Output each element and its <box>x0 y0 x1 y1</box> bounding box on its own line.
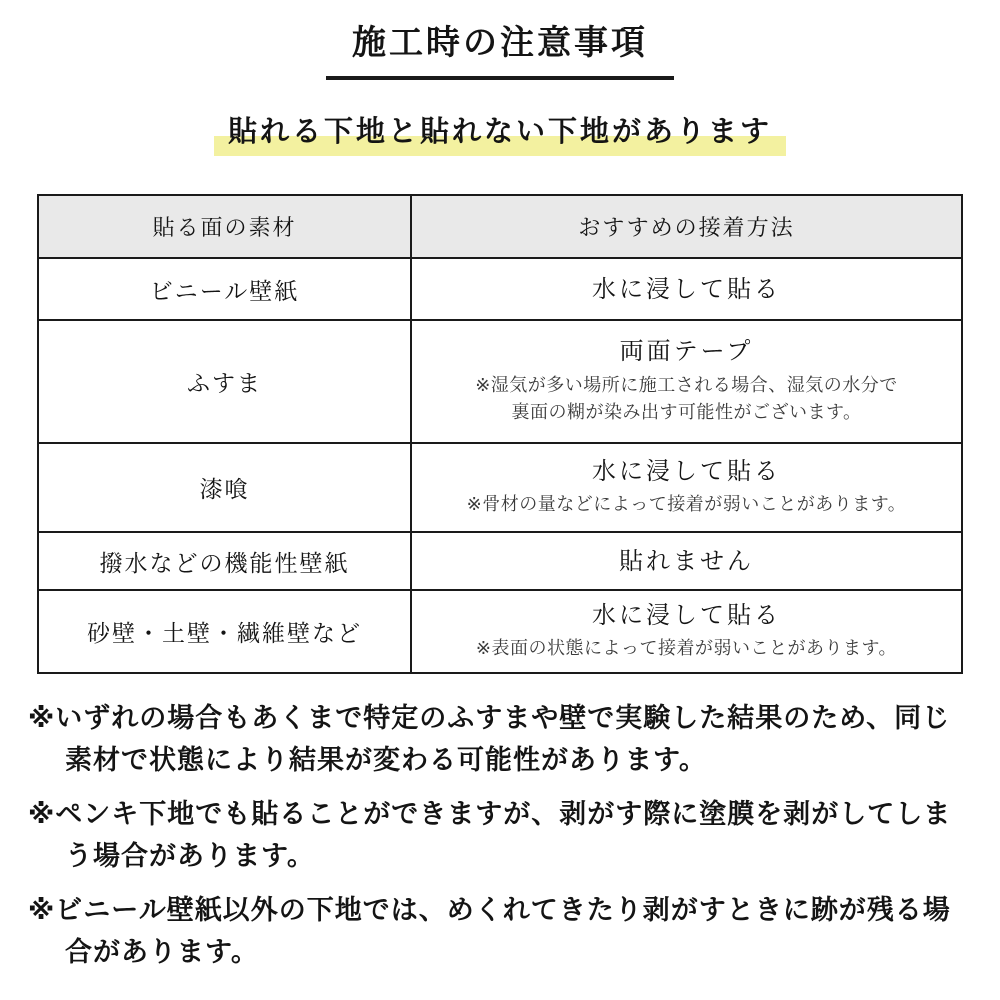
subtitle-section <box>0 114 1000 156</box>
method-cell <box>411 532 962 590</box>
table-row-plaster <box>38 443 962 532</box>
method-label: 水に浸して貼る <box>592 275 781 303</box>
material-cell: 撥水などの機能性壁紙 <box>38 532 411 590</box>
footnote-item <box>28 794 972 878</box>
adhesion-method-table <box>37 194 963 674</box>
table-header-row <box>38 195 962 258</box>
method-cell <box>411 320 962 443</box>
footnotes-section <box>28 698 972 973</box>
material-cell: 砂壁・土壁・繊維壁など <box>38 590 411 673</box>
method-cell <box>411 590 962 673</box>
reference-mark: ※ <box>28 703 56 734</box>
footnote-text: ペンキ下地でも貼ることができますが、剥がす際に塗膜を剥がしてしまう場合があります。 <box>55 799 952 871</box>
title-section <box>0 0 1000 80</box>
material-cell: 漆喰 <box>38 443 411 532</box>
material-cell: ふすま <box>38 320 411 443</box>
highlighted-subtitle: 貼れる下地と貼れない下地があります <box>214 114 786 156</box>
material-cell: ビニール壁紙 <box>38 258 411 320</box>
method-note: ※表面の状態によって接着が弱いことがあります。 <box>475 638 898 659</box>
method-note: ※湿気が多い場所に施工される場合、湿気の水分で裏面の糊が染み出す可能性がございます。 <box>475 374 898 423</box>
reference-mark: ※ <box>28 799 56 830</box>
footnote-item <box>28 698 972 782</box>
table-row-fusuma <box>38 320 962 443</box>
table-row-vinyl-wallpaper <box>38 258 962 320</box>
method-label: 貼れません <box>619 547 754 575</box>
reference-mark: ※ <box>28 894 56 925</box>
table-row-functional-wallpaper <box>38 532 962 590</box>
footnote-text: ビニール壁紙以外の下地では、めくれてきたり剥がすときに跡が残る場合があります。 <box>55 894 951 967</box>
column-header-method: おすすめの接着方法 <box>411 195 962 258</box>
method-label: 水に浸して貼る <box>592 458 781 486</box>
page-title: 施工時の注意事項 <box>326 24 674 80</box>
footnote-text: いずれの場合もあくまで特定のふすまや壁で実験した結果のため、同じ素材で状態により結果が変わる可能性があります。 <box>55 703 951 776</box>
method-label: 両面テープ <box>619 338 754 366</box>
table-row-sand-mud-fiber-wall <box>38 590 962 673</box>
footnote-item <box>28 890 972 974</box>
column-header-material: 貼る面の素材 <box>38 195 411 258</box>
method-label: 水に浸して貼る <box>592 602 781 630</box>
method-cell <box>411 258 962 320</box>
method-cell <box>411 443 962 532</box>
method-note: ※骨材の量などによって接着が弱いことがあります。 <box>466 494 907 515</box>
